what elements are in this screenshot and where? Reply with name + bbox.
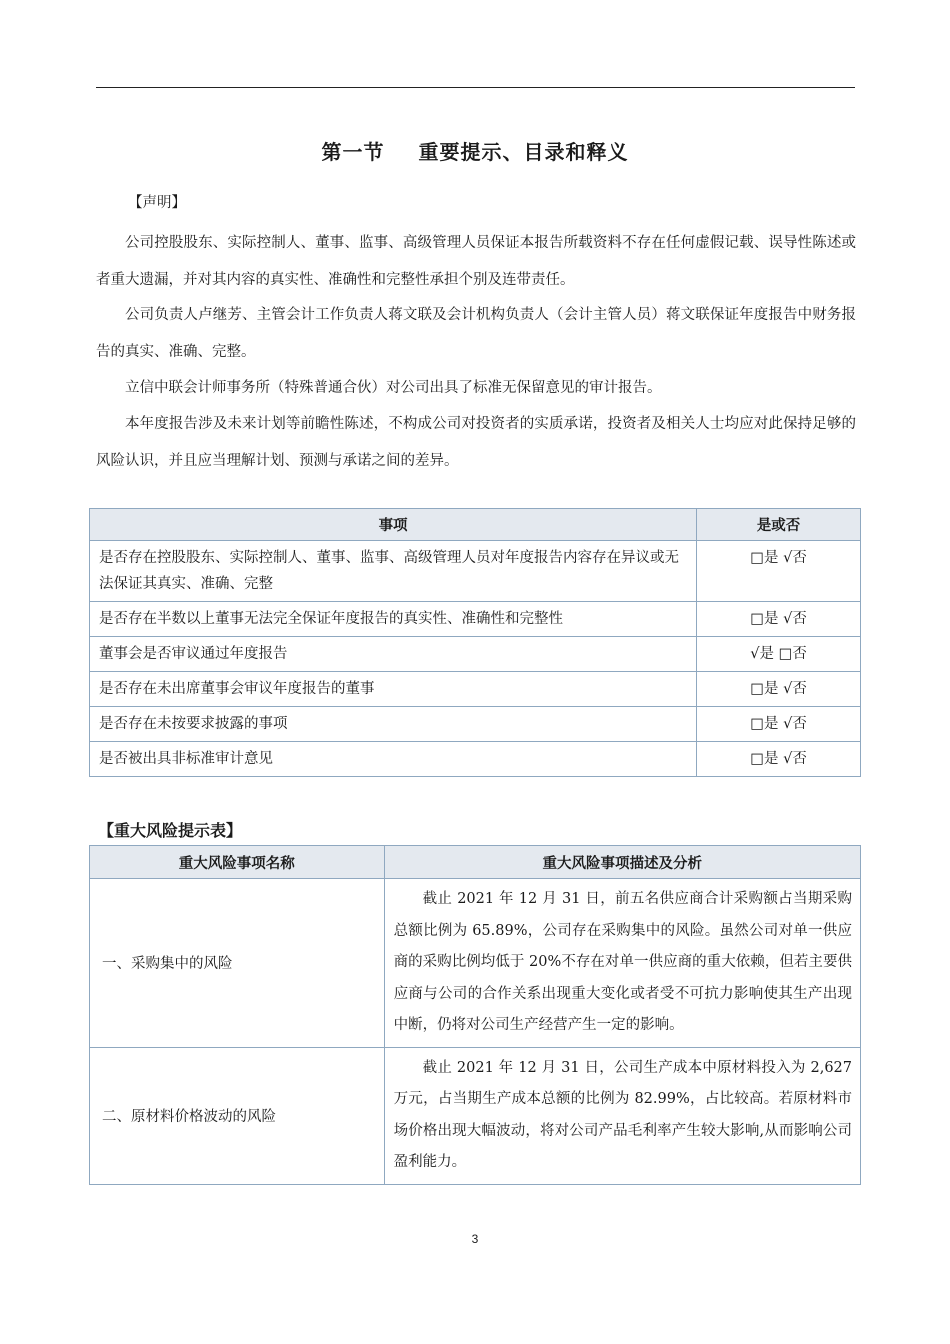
matter-answer: □是 √否 [697, 742, 861, 777]
matter-item: 是否存在半数以上董事无法完全保证年度报告的真实性、准确性和完整性 [90, 602, 697, 637]
risk-name: 一、采购集中的风险 [90, 879, 385, 1048]
table-row [90, 707, 861, 742]
paragraph: 公司控股股东、实际控制人、董事、监事、高级管理人员保证本报告所载资料不存在任何虚假记载、误导性陈述或者重大遗漏，并对其内容的真实性、准确性和完整性承担个别及连带责任。 [96, 235, 856, 288]
matter-answer: □是 √否 [697, 541, 861, 602]
table-row [90, 672, 861, 707]
matter-answer: □是 √否 [697, 602, 861, 637]
matter-item: 是否存在未出席董事会审议年度报告的董事 [90, 672, 697, 707]
column-header: 是或否 [697, 509, 861, 541]
risk-name: 二、原材料价格波动的风险 [90, 1047, 385, 1184]
matters-table [89, 508, 861, 777]
risk-description: 截止 2021 年 12 月 31 日，前五名供应商合计采购额占当期采购总额比例为 65.89%，公司存在采购集中的风险。虽然公司对单一供应商的采购比例均低于 20%不存在对单一供应商的重大依赖，但若主要供应商与公司的合作关系出现重大变化或者受不可抗力影响使其生产出现中断，仍将对公司生产经营产生一定的影响。 [384, 879, 860, 1048]
table-row [90, 602, 861, 637]
table-header-row [90, 509, 861, 541]
table-header-row [90, 846, 861, 879]
table-row [90, 637, 861, 672]
table-row [90, 1047, 861, 1184]
matter-item: 是否被出具非标准审计意见 [90, 742, 697, 777]
matter-item: 董事会是否审议通过年度报告 [90, 637, 697, 672]
paragraph: 本年度报告涉及未来计划等前瞻性陈述，不构成公司对投资者的实质承诺，投资者及相关人士均应对此保持足够的风险认识，并且应当理解计划、预测与承诺之间的差异。 [96, 416, 856, 469]
header-rule [96, 87, 855, 88]
table-row [90, 879, 861, 1048]
column-header: 事项 [90, 509, 697, 541]
section-title-prefix: 第一节 [321, 140, 385, 164]
column-header: 重大风险事项名称 [90, 846, 385, 879]
matter-answer: □是 √否 [697, 707, 861, 742]
section-title [0, 136, 950, 165]
matter-answer: □是 √否 [697, 672, 861, 707]
section-title-text: 重要提示、目录和释义 [418, 140, 629, 164]
declaration-heading: 【声明】 [128, 195, 186, 211]
matter-item: 是否存在控股股东、实际控制人、董事、监事、高级管理人员对年度报告内容存在异议或无法保证其真实、准确、完整 [90, 541, 697, 602]
risk-description: 截止 2021 年 12 月 31 日，公司生产成本中原材料投入为 2,627 万元，占当期生产成本总额的比例为 82.99%，占比较高。若原材料市场价格出现大幅波动，将对公司产品毛利率产生较大影响,从而影响公司盈利能力。 [384, 1047, 860, 1184]
page-number: 3 [471, 1232, 479, 1246]
table-row [90, 541, 861, 602]
risk-table [89, 845, 861, 1185]
paragraph: 立信中联会计师事务所（特殊普通合伙）对公司出具了标准无保留意见的审计报告。 [125, 380, 662, 396]
paragraph: 公司负责人卢继芳、主管会计工作负责人蒋文联及会计机构负责人（会计主管人员）蒋文联保证年度报告中财务报告的真实、准确、完整。 [96, 307, 856, 360]
risk-heading: 【重大风险提示表】 [98, 821, 243, 840]
table-row [90, 742, 861, 777]
matter-item: 是否存在未按要求披露的事项 [90, 707, 697, 742]
column-header: 重大风险事项描述及分析 [384, 846, 860, 879]
matter-answer: √是 □否 [697, 637, 861, 672]
